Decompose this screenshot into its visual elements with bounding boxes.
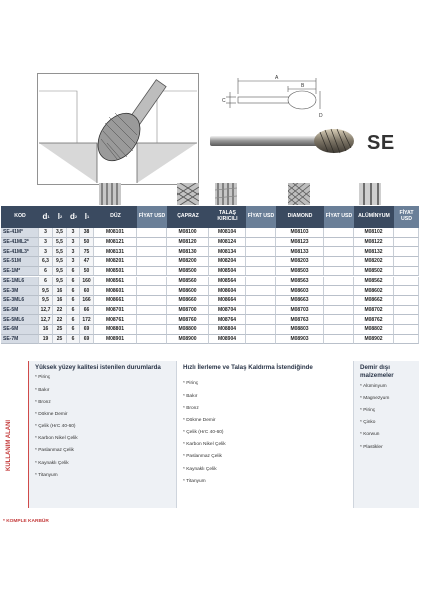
cell-l1: 166 <box>80 296 94 306</box>
cell-price <box>324 306 354 316</box>
cell-kod: SE-3M <box>1 286 39 296</box>
cell-kod: SE-6M <box>1 325 39 335</box>
material-list <box>177 378 353 488</box>
cell-diamond: M08663 <box>276 296 324 306</box>
cell-duz: M08201 <box>94 257 137 267</box>
cell-talas: M08504 <box>209 267 246 277</box>
cell-kod: SE-7M <box>1 335 39 345</box>
cell-price <box>137 296 167 306</box>
cell-diamond: M08603 <box>276 286 324 296</box>
cell-aluminyum: M08122 <box>354 238 394 248</box>
cell-price <box>137 286 167 296</box>
cell-diamond: M08123 <box>276 238 324 248</box>
cell-l1: 60 <box>80 286 94 296</box>
cell-kod: SE-41ML2* <box>1 238 39 248</box>
material-list <box>29 372 176 482</box>
header-l1: l 1 <box>80 206 94 228</box>
cell-price <box>324 325 354 335</box>
cell-d1: 3 <box>39 238 53 248</box>
cell-d1: 3 <box>39 228 53 238</box>
material-item: * Kaynaklı Çelik <box>35 460 69 466</box>
cell-price <box>137 277 167 287</box>
cell-price <box>324 257 354 267</box>
cell-d2: 3 <box>67 247 80 257</box>
cell-talas: M08664 <box>209 296 246 306</box>
cell-price <box>246 257 276 267</box>
cell-capraz: M08200 <box>167 257 209 267</box>
cell-duz: M08501 <box>94 267 137 277</box>
cell-talas: M08134 <box>209 247 246 257</box>
material-item: * Çelik (HrC 40-60) <box>35 424 76 430</box>
cell-price <box>394 267 419 277</box>
product-photo <box>208 126 358 156</box>
cell-diamond: M08203 <box>276 257 324 267</box>
usage-column-title: Demir dışı malzemeler <box>360 364 394 380</box>
usage-column-title: Yüksek yüzey kalitesi istenilen durumlarda <box>35 364 161 371</box>
cell-duz: M08121 <box>94 238 137 248</box>
material-item: * Magnezyum <box>360 395 390 401</box>
cell-diamond: M08503 <box>276 267 324 277</box>
cell-l1: 69 <box>80 335 94 345</box>
table-row <box>1 238 419 248</box>
cell-l2: 9,5 <box>53 277 67 287</box>
cell-d1: 12,7 <box>39 315 53 325</box>
cell-aluminyum: M08102 <box>354 228 394 238</box>
cell-kod: SE-5ML6 <box>1 315 39 325</box>
cell-price <box>137 335 167 345</box>
header-price-3: FİYAT USD <box>324 206 354 228</box>
cell-l2: 9,5 <box>53 257 67 267</box>
header-l2: l 2 <box>53 206 67 228</box>
cell-capraz: M08130 <box>167 247 209 257</box>
cell-price <box>324 267 354 277</box>
cell-talas: M08904 <box>209 335 246 345</box>
table-row <box>1 247 419 257</box>
cell-l1: 50 <box>80 238 94 248</box>
cell-l2: 9,5 <box>53 267 67 277</box>
material-item: * Karbon Nikel Çelik <box>35 436 78 442</box>
cell-price <box>394 315 419 325</box>
usage-column-fine-finish <box>29 361 177 508</box>
cell-price <box>394 247 419 257</box>
header-d1: d 1 <box>39 206 53 228</box>
material-item: * Titanyum <box>183 478 206 484</box>
cell-capraz: M08760 <box>167 315 209 325</box>
cell-l1: 50 <box>80 267 94 277</box>
cell-kod: SE-3ML6 <box>1 296 39 306</box>
cell-capraz: M08600 <box>167 286 209 296</box>
cell-aluminyum: M08502 <box>354 267 394 277</box>
usage-side-label: KULLANIM ALANI <box>6 419 12 471</box>
cell-d1: 6 <box>39 277 53 287</box>
cell-price <box>246 267 276 277</box>
cell-duz: M08101 <box>94 228 137 238</box>
cell-d2: 6 <box>67 296 80 306</box>
cell-talas: M08764 <box>209 315 246 325</box>
table-row <box>1 296 419 306</box>
cell-kod: SE-1ML6 <box>1 277 39 287</box>
cell-l2: 25 <box>53 325 67 335</box>
usage-area <box>1 361 419 508</box>
cell-l2: 3,5 <box>53 228 67 238</box>
cell-duz: M08801 <box>94 325 137 335</box>
cell-talas: M08564 <box>209 277 246 287</box>
cell-capraz: M08660 <box>167 296 209 306</box>
cell-diamond: M08903 <box>276 335 324 345</box>
header-d2: d 2 <box>67 206 80 228</box>
cell-price <box>137 238 167 248</box>
cell-d1: 6 <box>39 267 53 277</box>
material-item: * Bronz <box>183 405 199 411</box>
cell-capraz: M08500 <box>167 267 209 277</box>
cell-d2: 6 <box>67 267 80 277</box>
cell-l2: 16 <box>53 296 67 306</box>
material-item: * Çinko <box>360 420 376 426</box>
cell-d2: 6 <box>67 315 80 325</box>
usage-illustration <box>37 73 199 185</box>
header-capraz: ÇAPRAZ <box>167 206 209 228</box>
cell-price <box>394 228 419 238</box>
table-row <box>1 286 419 296</box>
usage-column-title: Hızlı İlerleme ve Talaş Kaldırma İstendiğinde <box>183 364 313 371</box>
table-row <box>1 315 419 325</box>
cell-diamond: M08703 <box>276 306 324 316</box>
cell-aluminyum: M08202 <box>354 257 394 267</box>
cell-aluminyum: M08702 <box>354 306 394 316</box>
cell-l1: 47 <box>80 257 94 267</box>
cell-diamond: M08133 <box>276 247 324 257</box>
cell-aluminyum: M08662 <box>354 296 394 306</box>
material-list <box>354 381 419 454</box>
header-aluminyum: ALÜMİNYUM <box>354 206 394 228</box>
material-item: * Pirinç <box>360 408 376 414</box>
cell-duz: M08661 <box>94 296 137 306</box>
cell-l1: 69 <box>80 325 94 335</box>
cell-d1: 19 <box>39 335 53 345</box>
material-item: * Alüminyum <box>360 383 387 389</box>
material-item: * Plastikler <box>360 444 383 450</box>
cell-aluminyum: M08132 <box>354 247 394 257</box>
cell-d2: 3 <box>67 257 80 267</box>
cell-price <box>137 325 167 335</box>
cell-d2: 6 <box>67 325 80 335</box>
dim-label-a: A <box>275 75 279 81</box>
cell-talas: M08204 <box>209 257 246 267</box>
material-item: * Pirinç <box>35 375 51 381</box>
cell-price <box>246 238 276 248</box>
cell-price <box>246 228 276 238</box>
cell-l2: 5,5 <box>53 238 67 248</box>
cell-d1: 6,3 <box>39 257 53 267</box>
cut-pattern-aluminyum-icon <box>359 183 381 205</box>
cell-d1: 3 <box>39 247 53 257</box>
header-price-2: FİYAT USD <box>246 206 276 228</box>
cell-l2: 22 <box>53 315 67 325</box>
cell-price <box>324 286 354 296</box>
cell-price <box>246 286 276 296</box>
material-item: * Paslanmaz Çelik <box>35 448 74 454</box>
cell-duz: M08901 <box>94 335 137 345</box>
material-item: * Kaynaklı Çelik <box>183 466 217 472</box>
table-row <box>1 277 419 287</box>
table-row <box>1 306 419 316</box>
cell-d1: 9,5 <box>39 286 53 296</box>
cell-d2: 6 <box>67 335 80 345</box>
cell-capraz: M08900 <box>167 335 209 345</box>
cell-talas: M08104 <box>209 228 246 238</box>
table-row <box>1 335 419 345</box>
cell-price <box>324 296 354 306</box>
cell-price <box>246 306 276 316</box>
cell-aluminyum: M08802 <box>354 325 394 335</box>
cell-d2: 6 <box>67 306 80 316</box>
cell-aluminyum: M08602 <box>354 286 394 296</box>
header-duz: DÜZ <box>94 206 137 228</box>
material-item: * Bronz <box>35 399 51 405</box>
material-item: * Çelik (HrC 40-60) <box>183 430 224 436</box>
cell-price <box>394 277 419 287</box>
header-talas: TALAŞ KIRICILI <box>209 206 246 228</box>
cell-duz: M08701 <box>94 306 137 316</box>
dim-label-d: D <box>319 113 323 119</box>
cell-kod: SE-41M* <box>1 228 39 238</box>
cell-capraz: M08100 <box>167 228 209 238</box>
cell-l1: 38 <box>80 228 94 238</box>
cell-capraz: M08560 <box>167 277 209 287</box>
cut-pattern-talas-icon <box>215 183 237 205</box>
material-item: * Korwun <box>360 432 380 438</box>
material-item: * Karbon Nikel Çelik <box>183 442 226 448</box>
cell-l2: 5,5 <box>53 247 67 257</box>
cell-kod: SE-5M <box>1 306 39 316</box>
dim-label-b: B <box>301 83 305 89</box>
cell-price <box>246 247 276 257</box>
cell-price <box>394 238 419 248</box>
cell-price <box>137 267 167 277</box>
cell-price <box>137 247 167 257</box>
cell-capraz: M08120 <box>167 238 209 248</box>
cell-price <box>324 238 354 248</box>
cell-price <box>394 257 419 267</box>
cell-price <box>137 257 167 267</box>
table-row <box>1 267 419 277</box>
cell-diamond: M08103 <box>276 228 324 238</box>
cell-kod: SE-51M <box>1 257 39 267</box>
cell-price <box>246 335 276 345</box>
cell-price <box>137 315 167 325</box>
cell-l1: 75 <box>80 247 94 257</box>
cell-l1: 172 <box>80 315 94 325</box>
table-row <box>1 257 419 267</box>
material-item: * Dökme Demir <box>183 417 216 423</box>
cell-price <box>246 315 276 325</box>
cell-kod: SE-1M* <box>1 267 39 277</box>
cell-diamond: M08763 <box>276 315 324 325</box>
cell-d1: 16 <box>39 325 53 335</box>
cell-d1: 12,7 <box>39 306 53 316</box>
cell-price <box>324 247 354 257</box>
cell-l2: 25 <box>53 335 67 345</box>
material-item: * Bakır <box>35 387 50 393</box>
cell-price <box>394 296 419 306</box>
cell-aluminyum: M08902 <box>354 335 394 345</box>
cell-l2: 16 <box>53 286 67 296</box>
cell-price <box>394 286 419 296</box>
cell-aluminyum: M08762 <box>354 315 394 325</box>
cell-l2: 22 <box>53 306 67 316</box>
usage-column-non-ferrous <box>354 361 419 508</box>
cell-price <box>246 296 276 306</box>
cell-talas: M08604 <box>209 286 246 296</box>
cell-d2: 3 <box>67 238 80 248</box>
cell-price <box>246 325 276 335</box>
cell-price <box>324 315 354 325</box>
cut-pattern-duz-icon <box>99 183 121 205</box>
material-item: * Titanyum <box>35 472 58 478</box>
cell-price <box>246 277 276 287</box>
usage-side-band <box>1 361 29 508</box>
table-row <box>1 228 419 238</box>
cell-d2: 6 <box>67 286 80 296</box>
cell-diamond: M08803 <box>276 325 324 335</box>
cell-duz: M08601 <box>94 286 137 296</box>
cell-d2: 3 <box>67 228 80 238</box>
cut-pattern-diamond-icon <box>288 183 310 205</box>
dimension-drawing <box>220 72 324 122</box>
cell-l1: 160 <box>80 277 94 287</box>
cell-l1: 66 <box>80 306 94 316</box>
table-row <box>1 325 419 335</box>
cell-price <box>324 277 354 287</box>
cell-talas: M08124 <box>209 238 246 248</box>
cell-capraz: M08800 <box>167 325 209 335</box>
cell-price <box>394 306 419 316</box>
cell-d2: 6 <box>67 277 80 287</box>
cell-aluminyum: M08562 <box>354 277 394 287</box>
header-kod: KOD <box>1 206 39 228</box>
cell-diamond: M08563 <box>276 277 324 287</box>
usage-column-fast-removal <box>177 361 354 508</box>
material-item: * Paslanmaz Çelik <box>183 454 222 460</box>
cell-duz: M08761 <box>94 315 137 325</box>
header-price-1: FİYAT USD <box>137 206 167 228</box>
material-item: * Pirinç <box>183 381 199 387</box>
cell-price <box>324 335 354 345</box>
series-title: SE <box>367 132 395 154</box>
cell-price <box>324 228 354 238</box>
cut-pattern-capraz-icon <box>177 183 199 205</box>
cell-price <box>137 228 167 238</box>
cell-price <box>137 306 167 316</box>
cell-capraz: M08700 <box>167 306 209 316</box>
cell-kod: SE-41ML3* <box>1 247 39 257</box>
cell-duz: M08561 <box>94 277 137 287</box>
material-item: * Dökme Demir <box>35 411 68 417</box>
material-item: * Bakır <box>183 393 198 399</box>
dim-label-c: C <box>222 98 226 104</box>
footnote: * KOMPLE KARBÜR <box>3 519 49 524</box>
header-diamond: DIAMOND <box>276 206 324 228</box>
cell-price <box>394 335 419 345</box>
cell-duz: M08131 <box>94 247 137 257</box>
cell-talas: M08704 <box>209 306 246 316</box>
cell-talas: M08804 <box>209 325 246 335</box>
header-price-4: FİYAT USD <box>394 206 419 228</box>
cell-d1: 9,5 <box>39 296 53 306</box>
cell-price <box>394 325 419 335</box>
